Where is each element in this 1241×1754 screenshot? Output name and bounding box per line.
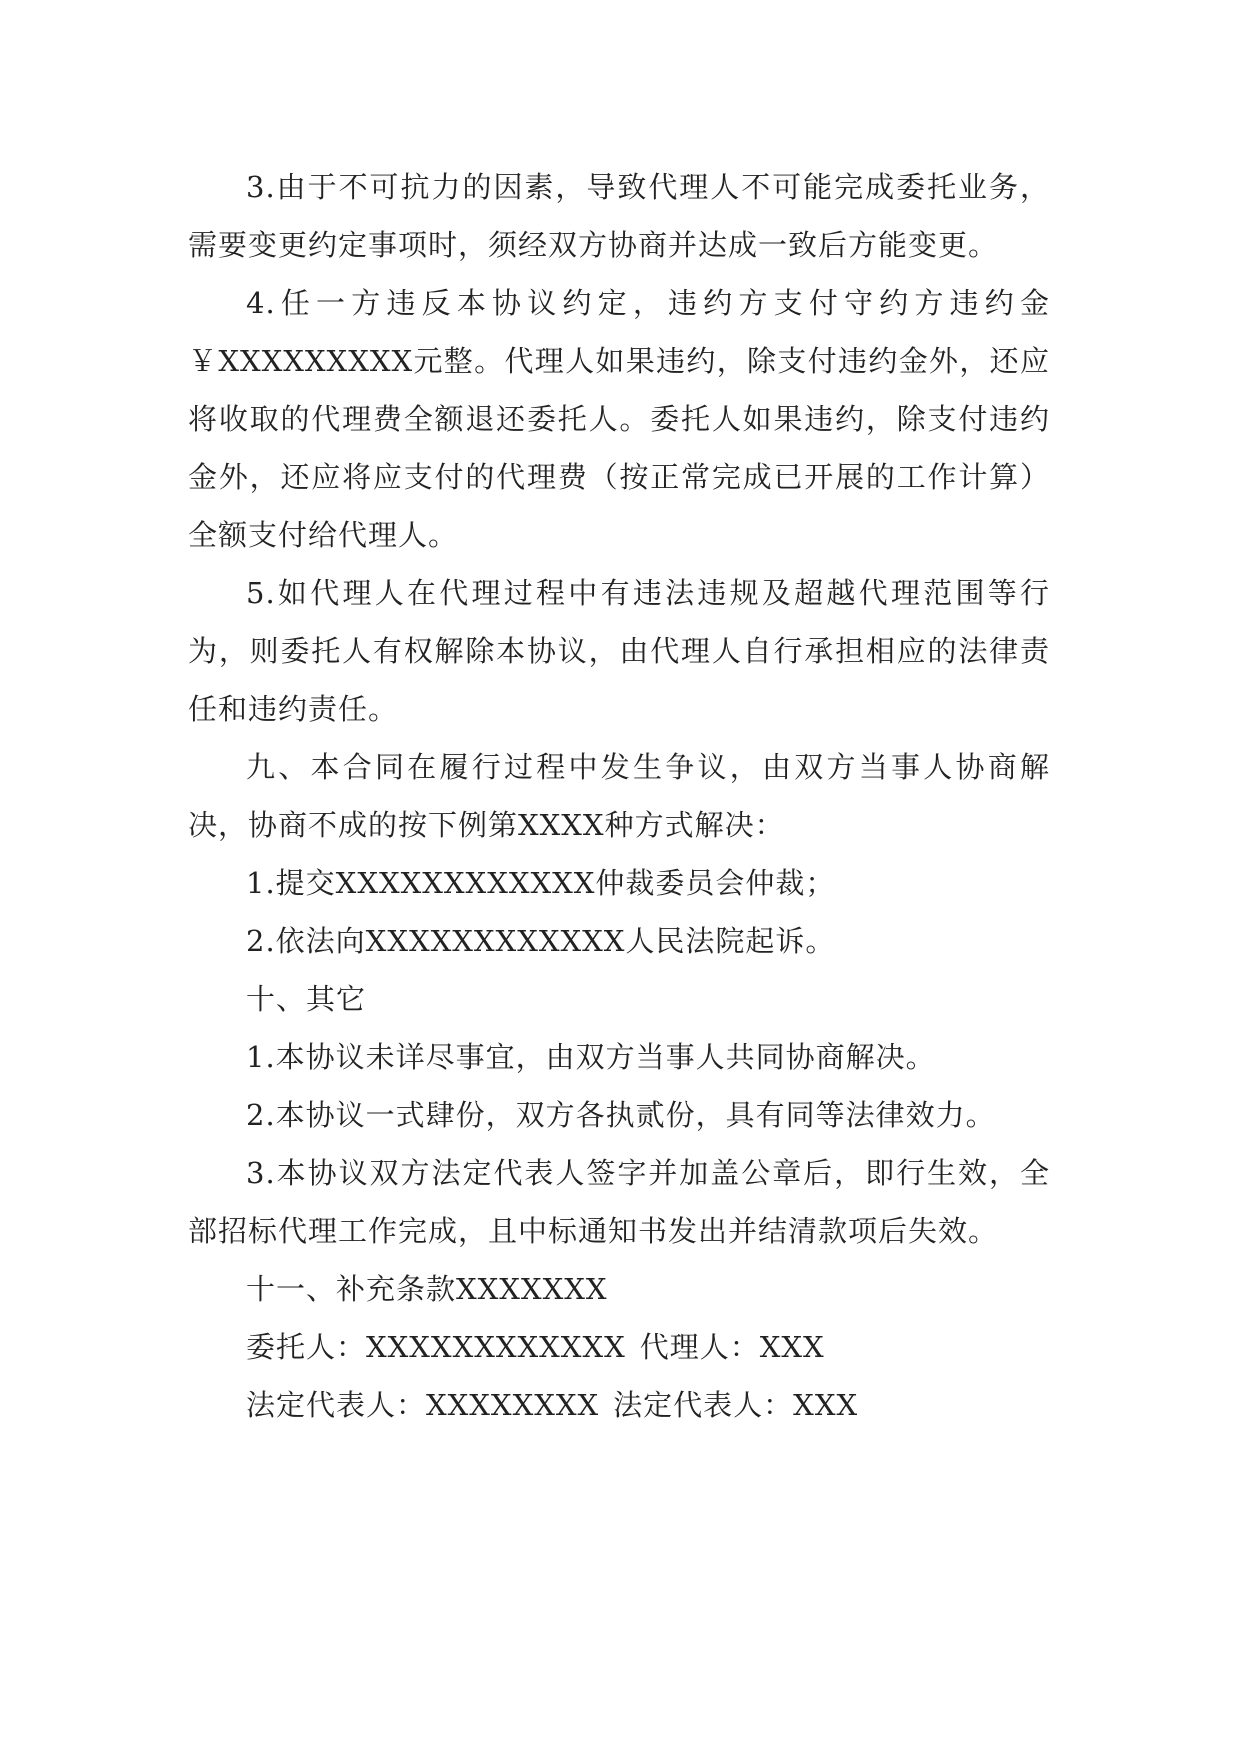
clause-9-1: 1.提交XXXXXXXXXXXX仲裁委员会仲裁； (246, 866, 836, 900)
clause-10-3: 3.本协议双方法定代表人签字并加盖公章后，即行生效，全部招标代理工作完成，且中标通知书发出并结清款项后失效。 (188, 1156, 1050, 1248)
clause-9: 九、本合同在履行过程中发生争议，由双方当事人协商解决，协商不成的按下例第XXXX种方式解决： (188, 750, 1050, 842)
agent-signature-label: 代理人：XXX (639, 1330, 825, 1364)
document-body (188, 158, 1050, 1434)
agent-representative-label: 法定代表人：XXX (613, 1388, 859, 1422)
clause-9-2: 2.依法向XXXXXXXXXXXX人民法院起诉。 (246, 924, 836, 958)
clause-10-2: 2.本协议一式肆份，双方各执贰份，具有同等法律效力。 (246, 1098, 996, 1132)
clause-11: 十一、补充条款XXXXXXX (246, 1272, 608, 1306)
clause-10-1: 1.本协议未详尽事宜，由双方当事人共同协商解决。 (246, 1040, 936, 1074)
clause-8-4: 4.任一方违反本协议约定，违约方支付守约方违约金￥XXXXXXXXX元整。代理人如果违约，除支付违约金外，还应将收取的代理费全额退还委托人。委托人如果违约，除支付违约金外，还应将应支付的代理费（按正常完成已开展的工作计算）全额支付给代理人。 (188, 286, 1050, 552)
clause-10-heading: 十、其它 (246, 982, 367, 1016)
clause-8-5: 5.如代理人在代理过程中有违法违规及超越代理范围等行为，则委托人有权解除本协议，由代理人自行承担相应的法律责任和违约责任。 (188, 576, 1050, 726)
clause-8-3: 3.由于不可抗力的因素，导致代理人不可能完成委托业务，需要变更约定事项时，须经双方协商并达成一致后方能变更。 (188, 170, 1050, 262)
client-representative-label: 法定代表人：XXXXXXXX (246, 1388, 600, 1422)
signature-line-representatives (188, 1376, 1050, 1434)
signature-line-parties (188, 1318, 1050, 1376)
client-signature-label: 委托人：XXXXXXXXXXXX (246, 1330, 626, 1364)
